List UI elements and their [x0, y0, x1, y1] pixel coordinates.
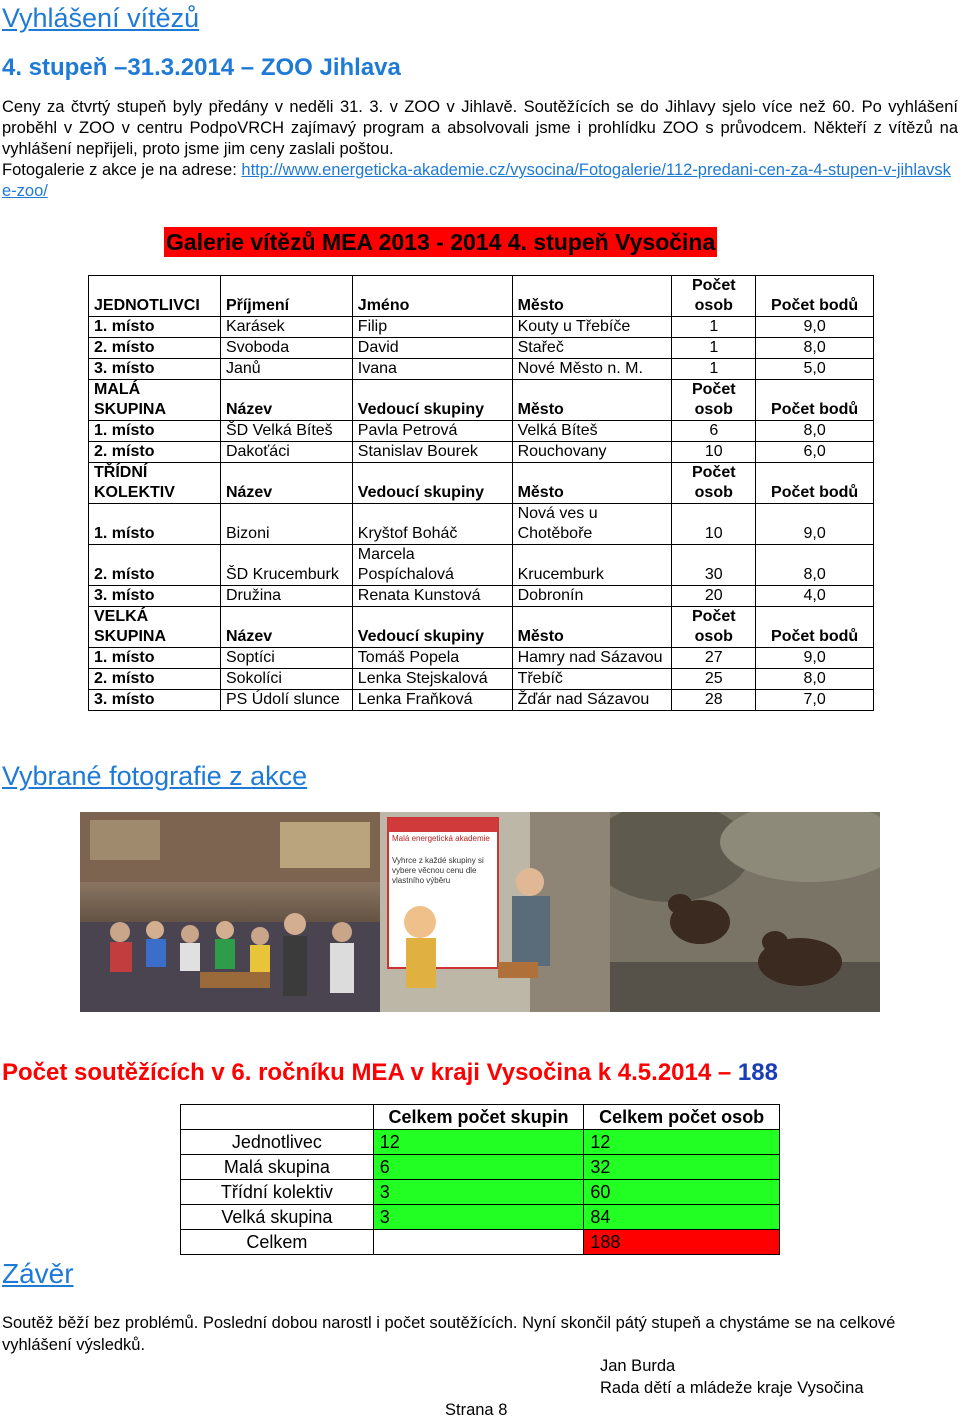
summary-people-cell: 32: [584, 1155, 780, 1180]
column-header: Vedoucí skupiny: [352, 607, 512, 648]
page-number: Strana 8: [445, 1401, 508, 1419]
participants-count-title: [2, 1058, 778, 1088]
section-title: MALÁ SKUPINA: [89, 380, 221, 421]
table-row: [89, 338, 874, 359]
summary-groups-cell: 12: [373, 1130, 584, 1155]
column-header: Název: [220, 463, 352, 504]
table-cell: Svoboda: [220, 338, 352, 359]
column-header: Počet bodů: [756, 463, 874, 504]
photo-presentation: [380, 812, 610, 1012]
table-cell: 5,0: [756, 359, 874, 380]
table-row: [89, 421, 874, 442]
table-cell: 7,0: [756, 690, 874, 711]
summary-row: [181, 1130, 780, 1155]
table-cell: Třebíč: [512, 669, 672, 690]
table-cell: Sokolíci: [220, 669, 352, 690]
participants-count-total: 188: [737, 1059, 778, 1086]
column-header: Počet osob: [672, 380, 756, 421]
table-cell: Lenka Fraňková: [352, 690, 512, 711]
intro-section: [2, 97, 958, 202]
summary-column-header: Celkem počet skupin: [373, 1105, 584, 1130]
summary-row-label: Malá skupina: [181, 1155, 374, 1180]
table-row: [89, 545, 874, 586]
otters-illustration: [610, 812, 880, 1012]
summary-row-label: Třídní kolektiv: [181, 1180, 374, 1205]
column-header: Název: [220, 607, 352, 648]
summary-row: [181, 1205, 780, 1230]
table-cell: Filip: [352, 317, 512, 338]
column-header: Počet osob: [672, 463, 756, 504]
table-cell: Karásek: [220, 317, 352, 338]
summary-body: [181, 1105, 780, 1255]
signature-role: Rada dětí a mládeže kraje Vysočina: [600, 1379, 864, 1397]
section-title: JEDNOTLIVCI: [89, 276, 221, 317]
column-header: Vedoucí skupiny: [352, 380, 512, 421]
summary-row-label: Celkem: [181, 1230, 374, 1255]
table-cell: 6: [672, 421, 756, 442]
summary-people-cell: 84: [584, 1205, 780, 1230]
table-cell: 10: [672, 504, 756, 545]
gallery-address: [2, 160, 958, 202]
table-cell: 8,0: [756, 545, 874, 586]
column-header: Město: [512, 463, 672, 504]
placement-cell: 2. místo: [89, 545, 221, 586]
column-header: Město: [512, 380, 672, 421]
summary-table: [180, 1104, 780, 1255]
summary-header-row: [181, 1105, 780, 1130]
placement-cell: 3. místo: [89, 359, 221, 380]
photo-banner-brand: Malá energetická akademie: [392, 834, 490, 843]
table-cell: 28: [672, 690, 756, 711]
table-cell: Marcela Pospíchalová: [352, 545, 512, 586]
table-cell: 1: [672, 359, 756, 380]
table-cell: 8,0: [756, 338, 874, 359]
table-cell: 9,0: [756, 648, 874, 669]
table-cell: 8,0: [756, 421, 874, 442]
table-cell: Pavla Petrová: [352, 421, 512, 442]
ceremony-illustration: [80, 812, 380, 1012]
column-header: Jméno: [352, 276, 512, 317]
summary-row-label: Velká skupina: [181, 1205, 374, 1230]
table-row: [89, 669, 874, 690]
table-cell: 1: [672, 338, 756, 359]
table-cell: 9,0: [756, 504, 874, 545]
participants-count-label: Počet soutěžících v 6. ročníku MEA v kraji Vysočina k 4.5.2014 –: [2, 1059, 738, 1086]
placement-cell: 1. místo: [89, 504, 221, 545]
table-cell: Nové Město n. M.: [512, 359, 672, 380]
section-title: TŘÍDNÍ KOLEKTIV: [89, 463, 221, 504]
table-cell: Velká Bíteš: [512, 421, 672, 442]
table-cell: 1: [672, 317, 756, 338]
summary-column-header: Celkem počet osob: [584, 1105, 780, 1130]
table-cell: Ivana: [352, 359, 512, 380]
table-cell: 8,0: [756, 669, 874, 690]
table-row: [89, 442, 874, 463]
table-cell: ŠD Krucemburk: [220, 545, 352, 586]
intro-paragraph: Ceny za čtvrtý stupeň byly předány v neděli 31. 3. v ZOO v Jihlavě. Soutěžících se do Jihlavy sjelo více než 60. Po vyhlášení proběhl v ZOO v centru PodpoVRCH zajímavý program a absolvovali jsme i prohlídku ZOO s průvodcem. Někteří z vítězů na vyhlášení nepřijeli, proto jsme jim ceny zaslali poštou.: [2, 98, 958, 158]
table-cell: Soptíci: [220, 648, 352, 669]
table-cell: 20: [672, 586, 756, 607]
gallery-link[interactable]: http://www.energeticka-akademie.cz/vysocina/Fotogalerie/112-predani-cen-za-4-stupen-v-jihlavske-zoo/: [2, 161, 951, 200]
table-cell: Rouchovany: [512, 442, 672, 463]
table-cell: Kouty u Třebíče: [512, 317, 672, 338]
signature-name: Jan Burda: [600, 1357, 676, 1375]
table-cell: 4,0: [756, 586, 874, 607]
placement-cell: 2. místo: [89, 442, 221, 463]
column-header: Město: [512, 607, 672, 648]
gallery-address-label: Fotogalerie z akce je na adrese:: [2, 161, 242, 179]
results-body: [89, 276, 874, 711]
column-header: Počet bodů: [756, 276, 874, 317]
results-section-header: [89, 380, 874, 421]
table-cell: PS Údolí slunce: [220, 690, 352, 711]
summary-row-label: Jednotlivec: [181, 1130, 374, 1155]
conclusion-text: Soutěž běží bez problémů. Poslední dobou narostl i počet soutěžících. Nyní skončil pátý stupeň a chystáme se na celkové vyhlášení výsledků.: [2, 1314, 896, 1354]
table-row: [89, 586, 874, 607]
column-header: Název: [220, 380, 352, 421]
page-subtitle: 4. stupeň –31.3.2014 – ZOO Jihlava: [2, 54, 401, 81]
table-cell: Stařeč: [512, 338, 672, 359]
column-header: Město: [512, 276, 672, 317]
table-cell: 25: [672, 669, 756, 690]
table-cell: Žďár nad Sázavou: [512, 690, 672, 711]
page-title: Vyhlášení vítězů: [2, 3, 200, 33]
table-row: [89, 504, 874, 545]
column-header: Příjmení: [220, 276, 352, 317]
placement-cell: 1. místo: [89, 648, 221, 669]
table-cell: Hamry nad Sázavou: [512, 648, 672, 669]
column-header: Počet bodů: [756, 607, 874, 648]
table-cell: Stanislav Bourek: [352, 442, 512, 463]
table-cell: David: [352, 338, 512, 359]
summary-row: [181, 1180, 780, 1205]
table-cell: Renata Kunstová: [352, 586, 512, 607]
section-title: VELKÁ SKUPINA: [89, 607, 221, 648]
summary-groups-cell: 6: [373, 1155, 584, 1180]
table-cell: ŠD Velká Bíteš: [220, 421, 352, 442]
results-section-header: [89, 276, 874, 317]
gallery-title: Galerie vítězů MEA 2013 - 2014 4. stupeň Vysočina: [166, 229, 716, 255]
table-cell: 27: [672, 648, 756, 669]
table-row: [89, 359, 874, 380]
column-header: Vedoucí skupiny: [352, 463, 512, 504]
column-header: Počet osob: [672, 607, 756, 648]
summary-row: [181, 1155, 780, 1180]
column-header: Počet bodů: [756, 380, 874, 421]
table-cell: 6,0: [756, 442, 874, 463]
summary-groups-cell: [373, 1230, 584, 1255]
placement-cell: 3. místo: [89, 690, 221, 711]
photo-award-ceremony: [80, 812, 380, 1012]
table-cell: Bizoni: [220, 504, 352, 545]
table-row: [89, 648, 874, 669]
table-cell: 30: [672, 545, 756, 586]
signature: [600, 1355, 864, 1399]
table-cell: Lenka Stejskalová: [352, 669, 512, 690]
table-cell: Janů: [220, 359, 352, 380]
table-cell: 10: [672, 442, 756, 463]
summary-people-cell: 12: [584, 1130, 780, 1155]
placement-cell: 2. místo: [89, 338, 221, 359]
table-cell: Družina: [220, 586, 352, 607]
photos-heading: Vybrané fotografie z akce: [2, 761, 308, 791]
summary-people-cell: 188: [584, 1230, 780, 1255]
table-cell: Tomáš Popela: [352, 648, 512, 669]
summary-groups-cell: 3: [373, 1205, 584, 1230]
results-table: [88, 275, 874, 711]
column-header: Počet osob: [672, 276, 756, 317]
placement-cell: 2. místo: [89, 669, 221, 690]
table-cell: Dobronín: [512, 586, 672, 607]
summary-row: [181, 1230, 780, 1255]
table-cell: Kryštof Boháč: [352, 504, 512, 545]
table-cell: 9,0: [756, 317, 874, 338]
summary-people-cell: 60: [584, 1180, 780, 1205]
results-section-header: [89, 463, 874, 504]
table-cell: Krucemburk: [512, 545, 672, 586]
placement-cell: 3. místo: [89, 586, 221, 607]
results-section-header: [89, 607, 874, 648]
table-row: [89, 690, 874, 711]
conclusion-heading: Závěr: [2, 1258, 74, 1289]
summary-groups-cell: 3: [373, 1180, 584, 1205]
placement-cell: 1. místo: [89, 421, 221, 442]
photo-otters: [610, 812, 880, 1012]
photo-banner-text: Vyhrce z každé skupiny si vybere věcnou cenu dle vlastního výběru: [392, 856, 484, 885]
table-cell: Dakoťáci: [220, 442, 352, 463]
placement-cell: 1. místo: [89, 317, 221, 338]
summary-corner-cell: [181, 1105, 374, 1130]
table-row: [89, 317, 874, 338]
table-cell: Nová ves u Chotěboře: [512, 504, 672, 545]
